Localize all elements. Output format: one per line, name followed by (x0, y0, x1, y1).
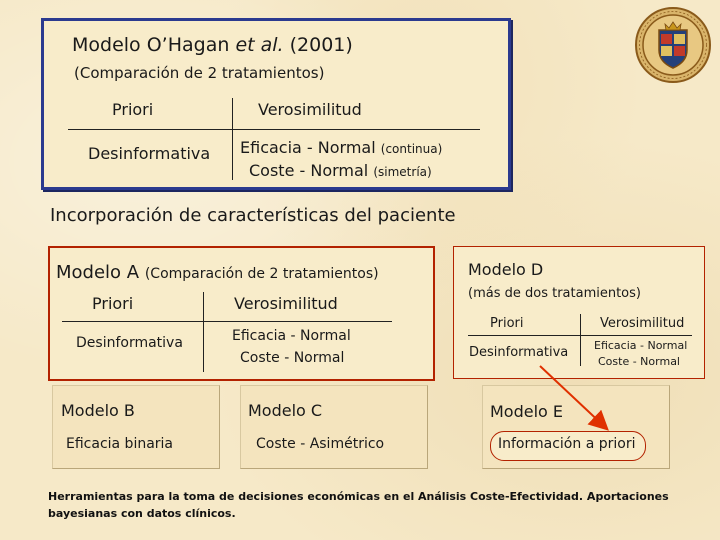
modelo-e-value: Información a priori (498, 436, 636, 452)
modelo-d-eficacia: Eficacia - Normal (594, 339, 688, 352)
ohagan-title-name: Modelo O’Hagan (72, 34, 230, 56)
modelo-a-note: (Comparación de 2 tratamientos) (144, 266, 379, 282)
modelo-d-verosimilitud-header: Verosimilitud (600, 316, 685, 331)
modelo-c-value: Coste - Asimétrico (256, 436, 385, 452)
modelo-a-coste: Coste - Normal (240, 350, 345, 366)
footer-text: Herramientas para la toma de decisiones económicas en el Análisis Coste-Efectividad. Aportaciones bayesianas con datos clínicos. (48, 490, 669, 520)
modelo-a-title: Modelo A (56, 262, 140, 283)
modelo-d-note: (más de dos tratamientos) (468, 286, 641, 301)
section-title: Incorporación de características del paciente (50, 205, 456, 226)
ohagan-title-etal: et al. (235, 34, 284, 56)
ohagan-title-year: (2001) (289, 34, 353, 56)
ohagan-verosimilitud-header: Verosimilitud (258, 100, 362, 119)
modelo-b-title: Modelo B (61, 401, 135, 420)
modelo-a-verosimilitud-header: Verosimilitud (234, 294, 338, 313)
ohagan-coste-note: (simetría) (373, 165, 432, 179)
modelo-d-title: Modelo D (468, 260, 544, 279)
ohagan-coste-text: Coste - Normal (249, 161, 369, 180)
modelo-c-title: Modelo C (248, 401, 323, 420)
ohagan-subtitle: (Comparación de 2 tratamientos) (74, 64, 325, 82)
ohagan-priori-header: Priori (112, 100, 154, 119)
modelo-e-title: Modelo E (490, 402, 564, 421)
modelo-b-value: Eficacia binaria (66, 436, 174, 452)
modelo-d-coste: Coste - Normal (598, 355, 680, 368)
modelo-a-priori-header: Priori (92, 294, 134, 313)
ohagan-eficacia-text: Eficacia - Normal (240, 138, 376, 157)
modelo-a-eficacia: Eficacia - Normal (232, 328, 351, 344)
modelo-a-priori-value: Desinformativa (76, 335, 183, 351)
modelo-d-priori-value: Desinformativa (469, 345, 569, 360)
modelo-d-priori-header: Priori (490, 316, 524, 331)
ohagan-eficacia-note: (continua) (380, 142, 443, 156)
ohagan-priori-value: Desinformativa (88, 144, 211, 163)
